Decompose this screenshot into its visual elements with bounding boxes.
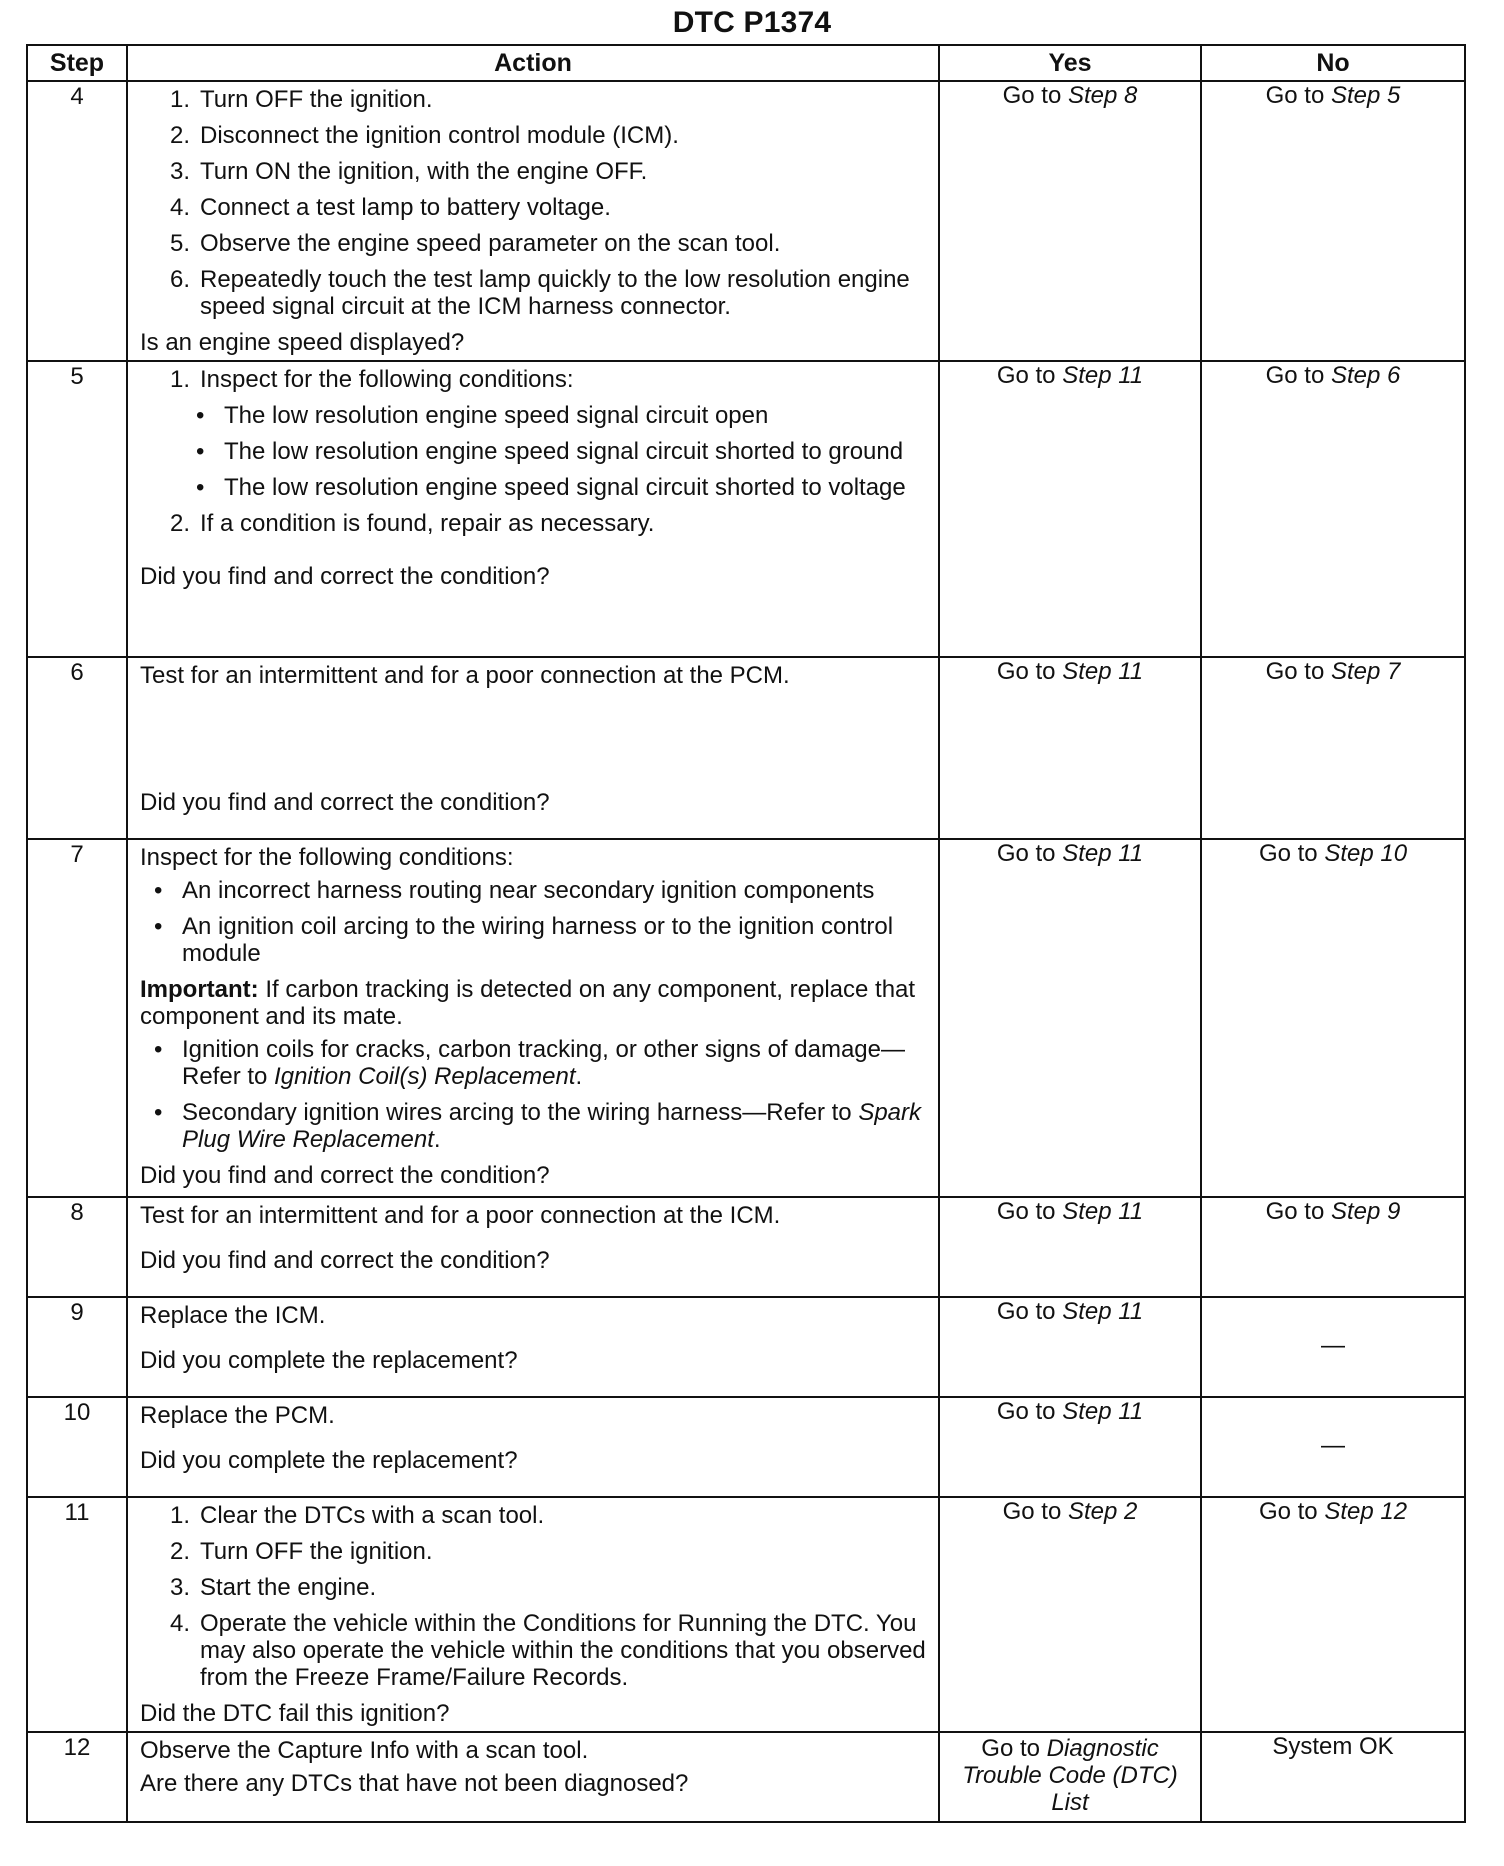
list-item: 1. Clear the DTCs with a scan tool. [169, 1502, 545, 1529]
yes-cell: Go to Diagnostic Trouble Code (DTC) List [939, 1732, 1201, 1822]
header-yes: Yes [939, 45, 1201, 81]
bullet-item: • The low resolution engine speed signal circuit open [196, 402, 769, 429]
list-item: 1. Inspect for the following conditions: [169, 366, 574, 393]
list-item: 2. Turn OFF the ignition. [169, 1538, 433, 1565]
bullet-item: • The low resolution engine speed signal circuit shorted to voltage [196, 474, 906, 501]
table-header-row [27, 45, 1465, 81]
bullet-item: • Ignition coils for cracks, carbon tracking, or other signs of damage—Refer to Ignition Coil(s) Replacement. [154, 1036, 905, 1090]
table-row [27, 839, 1465, 1197]
table-row [27, 1297, 1465, 1397]
table-row [27, 1197, 1465, 1297]
no-cell: Go to Step 6 [1201, 361, 1465, 657]
bullet-item: • An ignition coil arcing to the wiring harness or to the ignition control module [154, 913, 894, 967]
yes-cell: Go to Step 11 [939, 1297, 1201, 1397]
step-number: 5 [27, 361, 127, 657]
reference-link[interactable]: Spark Plug Wire Replacement [182, 1099, 922, 1153]
step-number: 10 [27, 1397, 127, 1497]
action-cell [127, 839, 939, 1197]
list-item: 2. Disconnect the ignition control module (ICM). [169, 122, 679, 149]
question-text: Did you find and correct the condition? [140, 563, 550, 590]
action-text: Inspect for the following conditions: [140, 844, 514, 871]
no-cell: Go to Step 5 [1201, 81, 1465, 361]
table-row [27, 1732, 1465, 1822]
header-no: No [1201, 45, 1465, 81]
table-row [27, 361, 1465, 657]
question-text: Did the DTC fail this ignition? [140, 1700, 450, 1727]
action-cell [127, 81, 939, 361]
yes-cell: Go to Step 11 [939, 1197, 1201, 1297]
diagnostic-table [26, 44, 1466, 1823]
step-number: 4 [27, 81, 127, 361]
yes-cell: Go to Step 11 [939, 839, 1201, 1197]
no-cell: Go to Step 10 [1201, 839, 1465, 1197]
table-row [27, 81, 1465, 361]
action-cell [127, 1197, 939, 1297]
list-item: 4. Operate the vehicle within the Conditions for Running the DTC. You may also operate the vehicle within the conditions that you observed from the Freeze Frame/Failure Records. [169, 1610, 926, 1691]
no-cell: Go to Step 12 [1201, 1497, 1465, 1732]
yes-cell: Go to Step 11 [939, 657, 1201, 839]
list-item: 3. Start the engine. [169, 1574, 377, 1601]
list-item: 5. Observe the engine speed parameter on the scan tool. [169, 230, 781, 257]
action-cell [127, 657, 939, 839]
step-number: 12 [27, 1732, 127, 1822]
table-row [27, 1397, 1465, 1497]
bullet-item: • Secondary ignition wires arcing to the wiring harness—Refer to Spark Plug Wire Replacement. [154, 1099, 922, 1153]
list-item: 2. If a condition is found, repair as necessary. [169, 510, 655, 537]
table-row [27, 1497, 1465, 1732]
bullet-item: • The low resolution engine speed signal circuit shorted to ground [196, 438, 904, 465]
action-text: Replace the ICM. [140, 1302, 326, 1329]
question-text: Did you complete the replacement? [140, 1347, 518, 1374]
yes-cell: Go to Step 2 [939, 1497, 1201, 1732]
question-text: Is an engine speed displayed? [140, 329, 465, 356]
action-cell [127, 1732, 939, 1822]
list-item: 6. Repeatedly touch the test lamp quickly to the low resolution engine speed signal circuit at the ICM harness connector. [169, 266, 910, 320]
no-cell: System OK [1201, 1732, 1465, 1822]
yes-cell: Go to Step 8 [939, 81, 1201, 361]
action-text: Replace the PCM. [140, 1402, 335, 1429]
no-cell: Go to Step 7 [1201, 657, 1465, 839]
question-text: Did you complete the replacement? [140, 1447, 518, 1474]
action-text: Observe the Capture Info with a scan tool. [140, 1737, 589, 1764]
action-text: Test for an intermittent and for a poor connection at the PCM. [140, 662, 790, 689]
step-number: 7 [27, 839, 127, 1197]
step-number: 8 [27, 1197, 127, 1297]
yes-cell: Go to Step 11 [939, 1397, 1201, 1497]
question-text: Did you find and correct the condition? [140, 1247, 550, 1274]
header-step: Step [27, 45, 127, 81]
step-number: 6 [27, 657, 127, 839]
no-cell: — [1201, 1397, 1465, 1497]
action-cell [127, 1397, 939, 1497]
table-row [27, 657, 1465, 839]
no-cell: — [1201, 1297, 1465, 1397]
question-text: Did you find and correct the condition? [140, 789, 550, 816]
important-note: Important: If carbon tracking is detected on any component, replace that component and its mate. [140, 976, 916, 1030]
action-cell [127, 1297, 939, 1397]
step-number: 9 [27, 1297, 127, 1397]
bullet-item: • An incorrect harness routing near secondary ignition components [154, 877, 875, 904]
action-cell [127, 1497, 939, 1732]
no-cell: Go to Step 9 [1201, 1197, 1465, 1297]
list-item: 1. Turn OFF the ignition. [169, 86, 433, 113]
list-item: 4. Connect a test lamp to battery voltage. [169, 194, 611, 221]
header-action: Action [127, 45, 939, 81]
question-text: Did you find and correct the condition? [140, 1162, 550, 1189]
yes-cell: Go to Step 11 [939, 361, 1201, 657]
action-text: Test for an intermittent and for a poor connection at the ICM. [140, 1202, 781, 1229]
reference-link[interactable]: Ignition Coil(s) Replacement [274, 1063, 576, 1090]
step-number: 11 [27, 1497, 127, 1732]
list-item: 3. Turn ON the ignition, with the engine OFF. [169, 158, 648, 185]
question-text: Are there any DTCs that have not been diagnosed? [140, 1770, 689, 1797]
page-title: DTC P1374 [672, 6, 832, 39]
action-cell [127, 361, 939, 657]
